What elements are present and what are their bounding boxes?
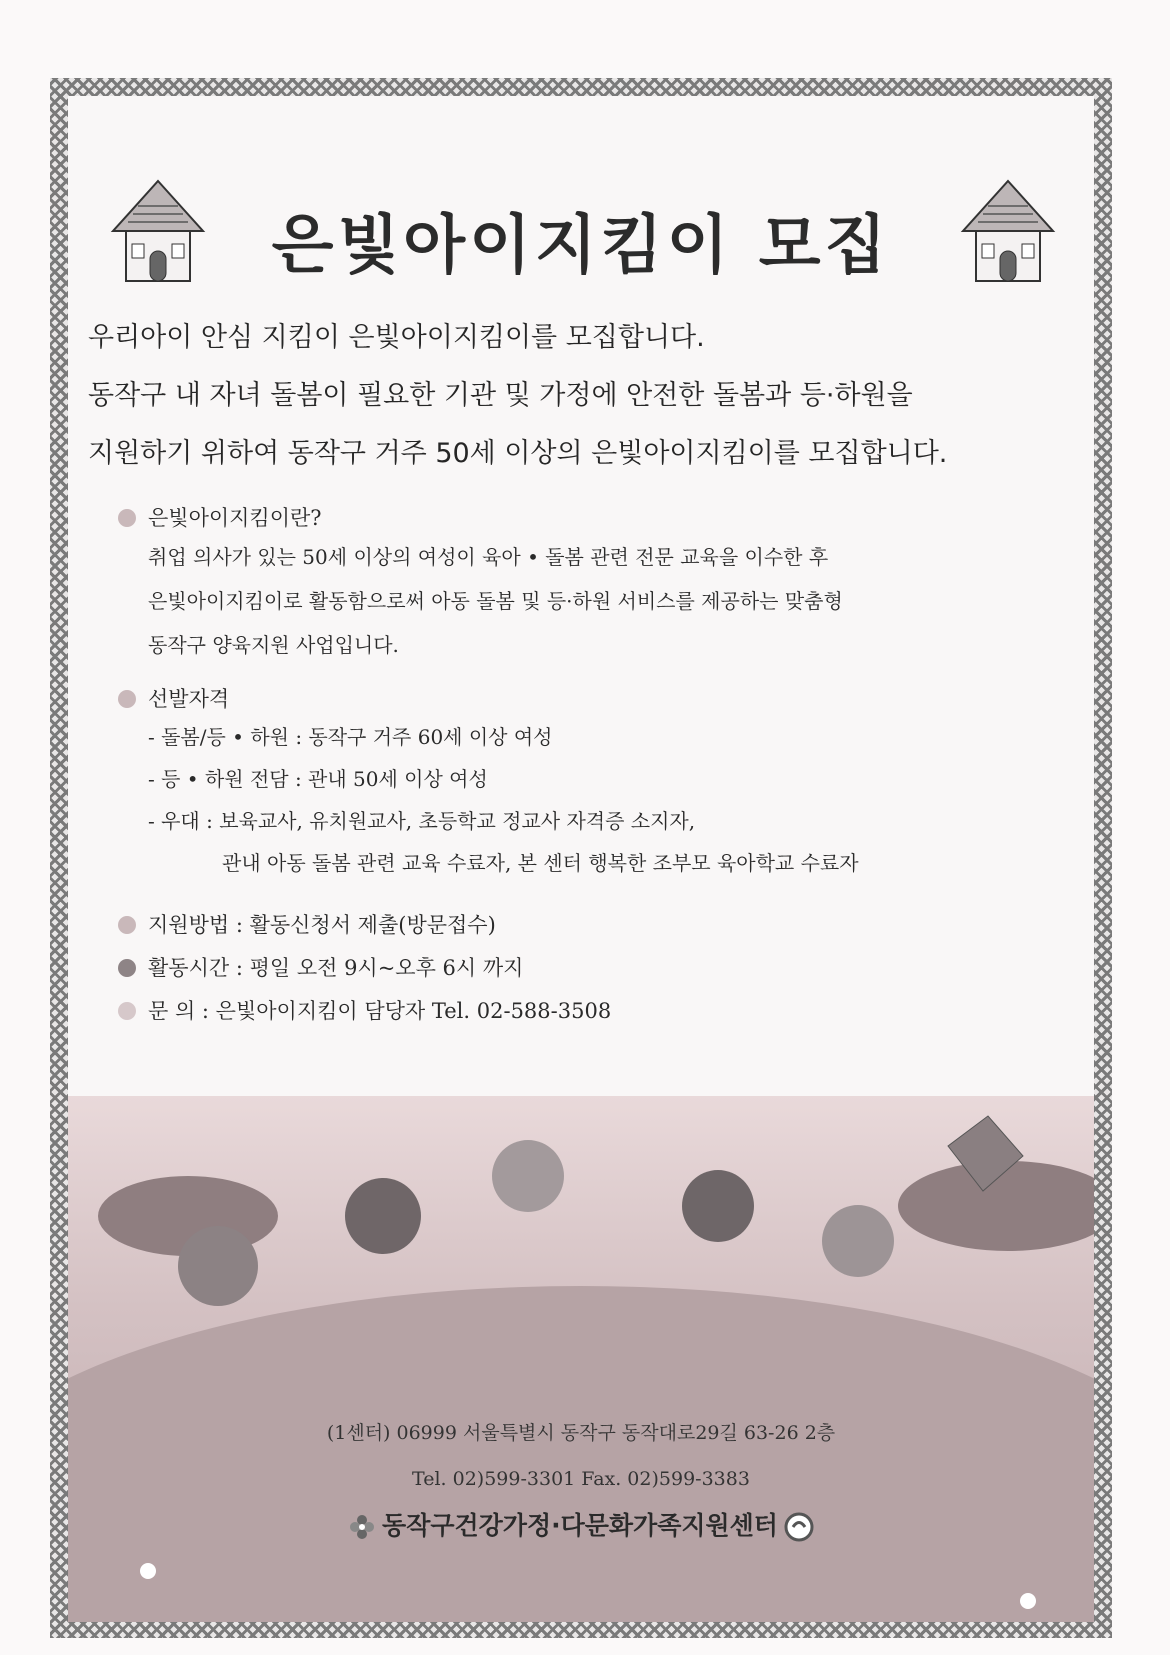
intro-line: 우리아이 안심 지킴이 은빛아이지킴이를 모집합니다. xyxy=(88,322,705,353)
footer-address: (1센터) 06999 서울특별시 동작구 동작대로29길 63-26 2층 xyxy=(326,1422,836,1444)
hours-text: 활동시간 : 평일 오전 9시~오후 6시 까지 xyxy=(148,956,524,980)
contact-row xyxy=(118,994,1018,1028)
playground-image xyxy=(68,1096,1094,1622)
intro-line: 동작구 내 자녀 돌봄이 필요한 기관 및 가정에 안전한 돌봄과 등·하원을 xyxy=(88,380,913,411)
page-title: 은빛아이지킴이 모집 xyxy=(271,209,891,283)
method-text: 지원방법 : 활동신청서 제출(방문접수) xyxy=(148,913,496,937)
center-logo-icon xyxy=(784,1512,814,1542)
contact-text: 문 의 : 은빛아이지킴이 담당자 Tel. 02-588-3508 xyxy=(148,999,612,1023)
criteria-item: - 돌봄/등 • 하원 : 동작구 거주 60세 이상 여성 xyxy=(148,725,553,749)
bullet-icon xyxy=(118,690,136,708)
flower-icon xyxy=(348,1513,376,1541)
criteria-item: 관내 아동 돌봄 관련 교육 수료자, 본 센터 행복한 조부모 육아학교 수료자 xyxy=(222,851,859,875)
hours-row xyxy=(118,951,1018,985)
criteria-item: - 등 • 하원 전담 : 관내 50세 이상 여성 xyxy=(148,767,488,791)
footer-tel: Tel. 02)599-3301 Fax. 02)599-3383 xyxy=(412,1468,750,1490)
children-illustration xyxy=(68,1096,1094,1622)
poster xyxy=(68,96,1094,1622)
bullet-icon xyxy=(118,509,136,527)
bullet-icon xyxy=(118,1002,136,1020)
about-section xyxy=(118,501,1018,667)
criteria-section xyxy=(118,682,1018,884)
about-line: 동작구 양육지원 사업입니다. xyxy=(148,633,399,657)
criteria-item: - 우대 : 보육교사, 유치원교사, 초등학교 정교사 자격증 소지자, xyxy=(148,809,696,833)
org-label: 동작구건강가정·다문화가족지원센터 xyxy=(382,1511,778,1540)
about-line: 은빛아이지킴이로 활동함으로써 아동 돌봄 및 등·하원 서비스를 제공하는 맞춤형 xyxy=(148,589,843,613)
bullet-icon xyxy=(118,959,136,977)
intro xyxy=(88,316,1088,490)
bullet-icon xyxy=(118,916,136,934)
method-row xyxy=(118,908,1018,942)
criteria-heading: 선발자격 xyxy=(148,687,230,711)
intro-line: 지원하기 위하여 동작구 거주 50세 이상의 은빛아이지킴이를 모집합니다. xyxy=(88,438,948,469)
about-line: 취업 의사가 있는 50세 이상의 여성이 육아 • 돌봄 관련 전문 교육을 이수한 후 xyxy=(148,545,829,569)
org-name xyxy=(68,1506,1094,1542)
about-heading: 은빛아이지킴이란? xyxy=(148,506,322,530)
